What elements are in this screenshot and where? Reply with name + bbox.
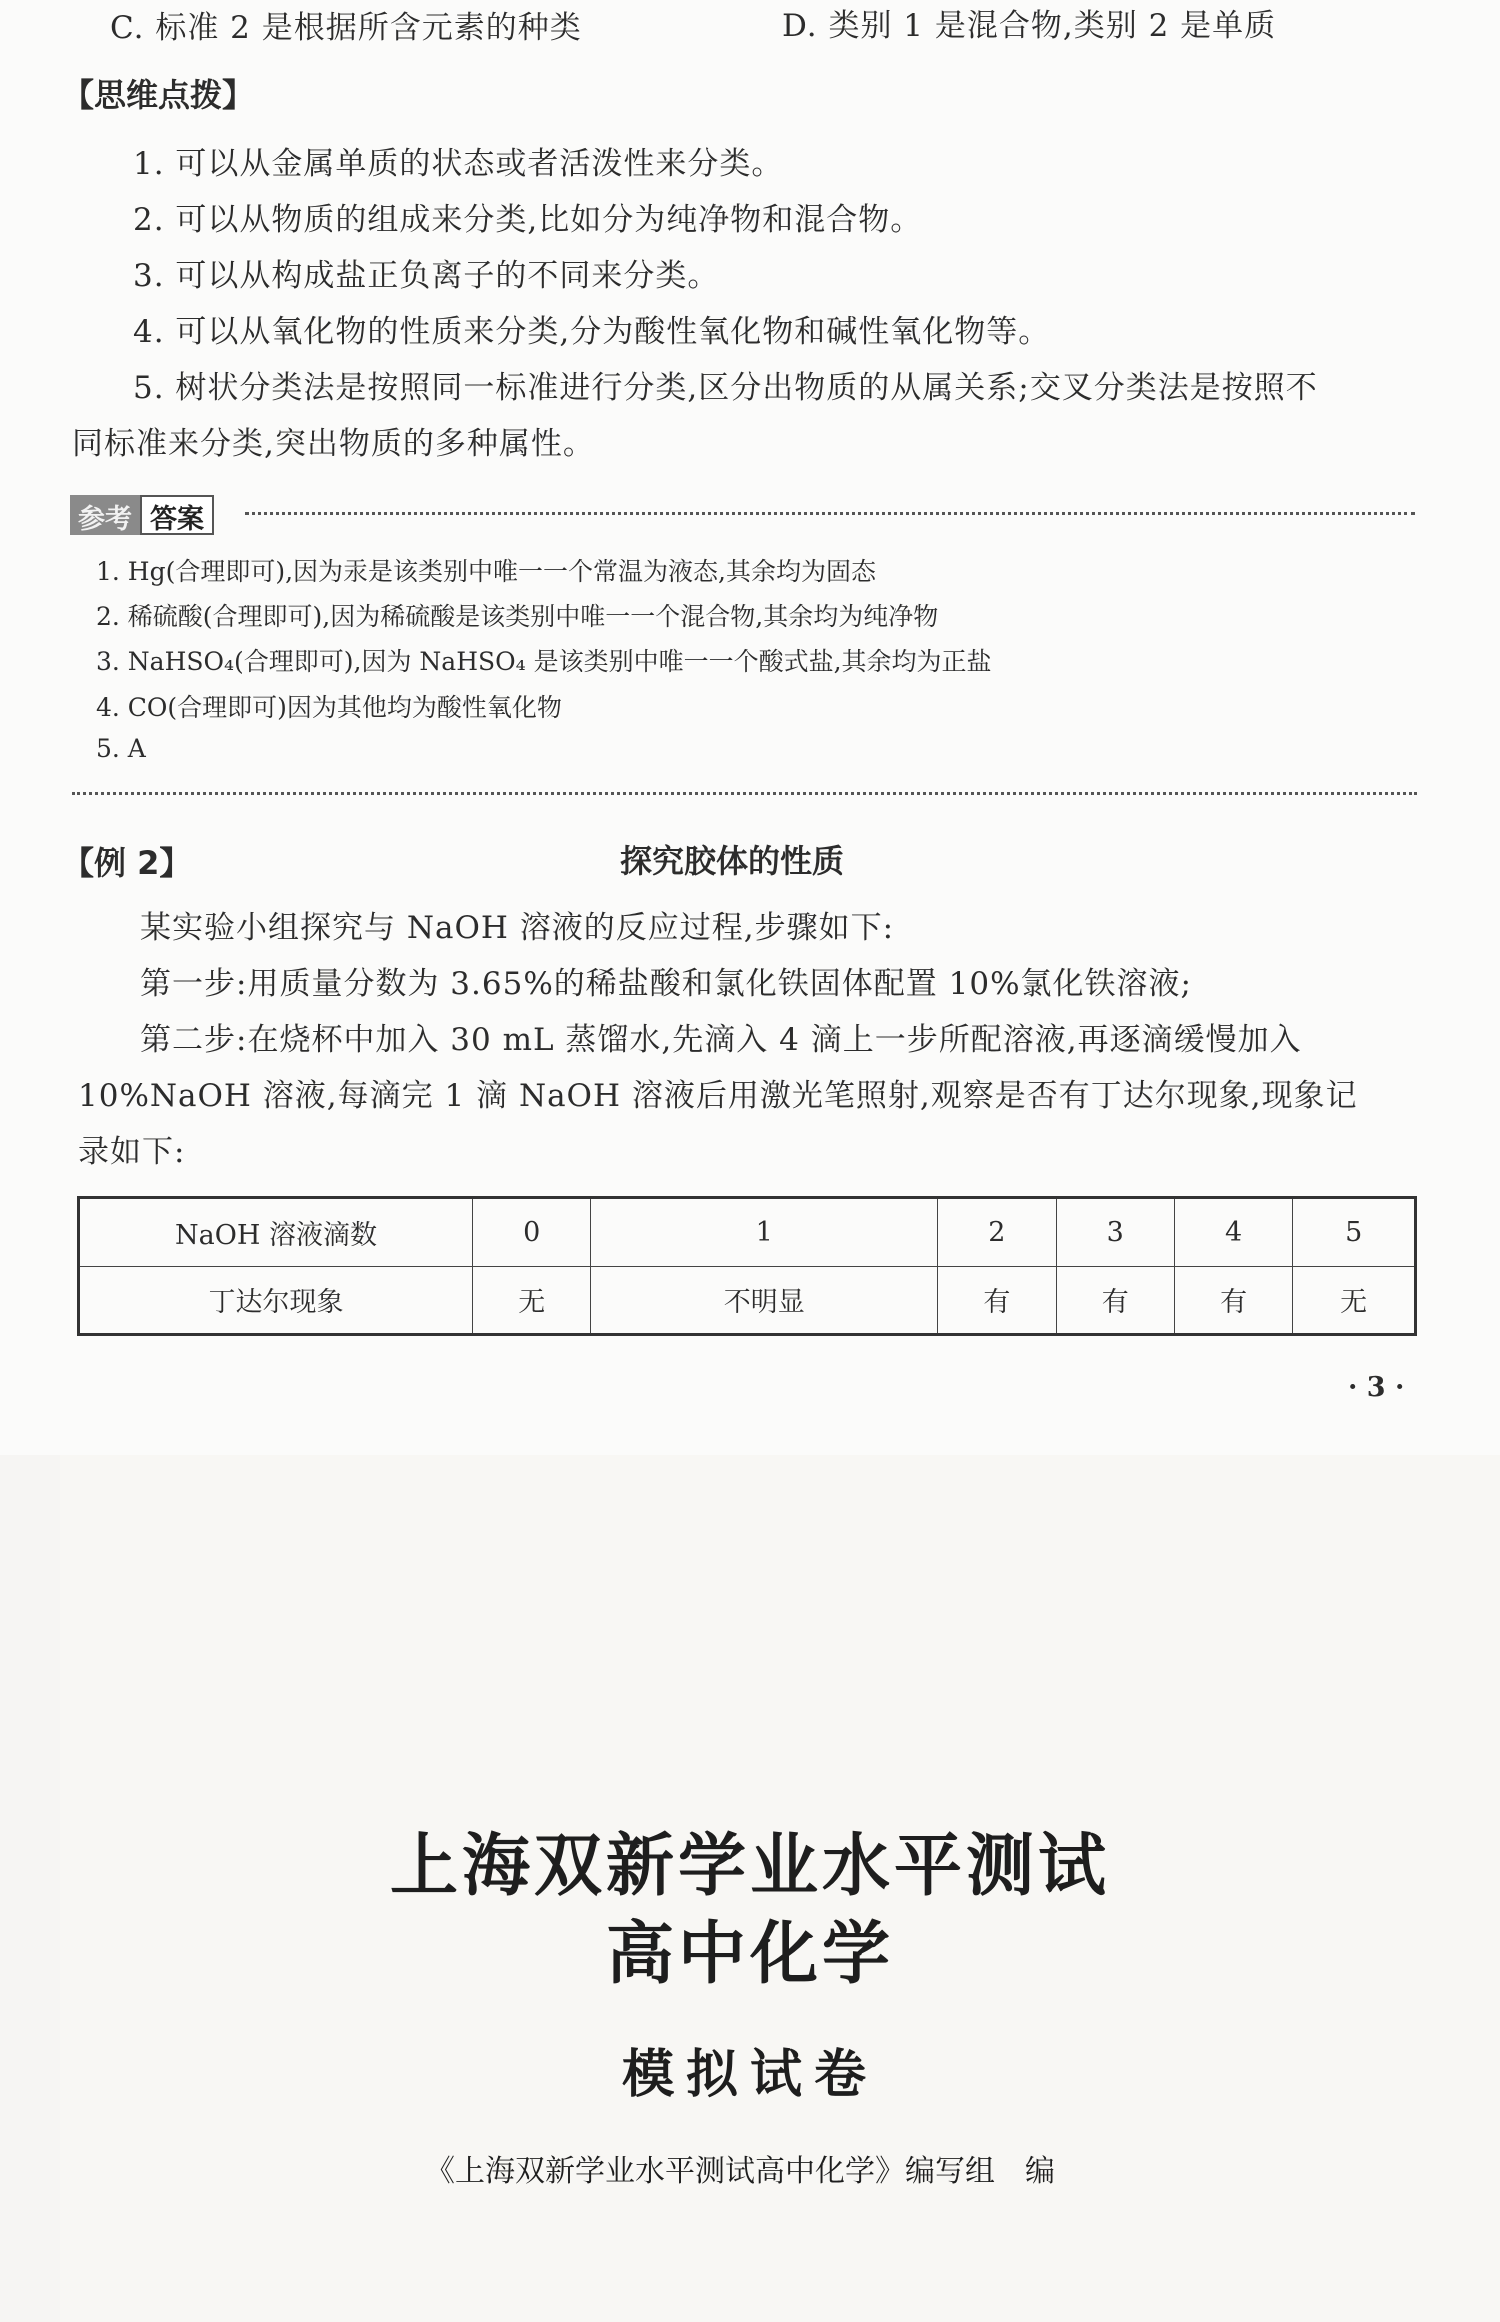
table-cell: 1 <box>591 1198 938 1267</box>
hint-item: 3. 可以从构成盐正负离子的不同来分类。 <box>133 258 720 294</box>
table-cell: 不明显 <box>591 1266 938 1335</box>
example-line: 10%NaOH 溶液,每滴完 1 滴 NaOH 溶液后用激光笔照射,观察是否有丁达尔现象,现象记 <box>78 1078 1358 1114</box>
cover-title-line1: 上海双新学业水平测试 <box>389 1827 1110 1906</box>
hint-item: 1. 可以从金属单质的状态或者活泼性来分类。 <box>133 146 784 182</box>
badge-reference: 参考 <box>70 495 140 535</box>
option-d: D. 类别 1 是混合物,类别 2 是单质 <box>782 8 1277 44</box>
example-line: 第一步:用质量分数为 3.65%的稀盐酸和氯化铁固体配置 10%氯化铁溶液; <box>140 966 1192 1002</box>
table-cell: 2 <box>938 1198 1056 1267</box>
answer-item: 1. Hg(合理即可),因为汞是该类别中唯一一个常温为液态,其余均为固态 <box>96 557 877 586</box>
answer-item: 3. NaHSO₄(合理即可),因为 NaHSO₄ 是该类别中唯一一个酸式盐,其余均为正盐 <box>96 647 992 676</box>
tyndall-table <box>77 1196 1417 1336</box>
hint-item: 2. 可以从物质的组成来分类,比如分为纯净物和混合物。 <box>133 202 923 238</box>
table-cell: 无 <box>473 1266 591 1335</box>
cover-subtitle: 模拟试卷 <box>621 2044 878 2105</box>
hint-item: 5. 树状分类法是按照同一标准进行分类,区分出物质的从属关系;交叉分类法是按照不 <box>133 370 1318 406</box>
answer-item: 5. A <box>96 734 146 763</box>
hint-item: 同标准来分类,突出物质的多种属性。 <box>72 426 595 462</box>
cover-editor: 《上海双新学业水平测试高中化学》编写组 编 <box>425 2154 1055 2189</box>
table-cell: 3 <box>1056 1198 1174 1267</box>
table-row <box>79 1198 1416 1267</box>
table-cell: 有 <box>1174 1266 1292 1335</box>
answer-item: 4. CO(合理即可)因为其他均为酸性氧化物 <box>96 693 562 722</box>
example-label: 【例 2】 <box>62 844 192 882</box>
example-line: 第二步:在烧杯中加入 30 mL 蒸馏水,先滴入 4 滴上一步所配溶液,再逐滴缓慢加入 <box>140 1022 1302 1058</box>
dotted-divider <box>72 792 1417 795</box>
answer-item: 2. 稀硫酸(合理即可),因为稀硫酸是该类别中唯一一个混合物,其余均为纯净物 <box>96 602 939 631</box>
example-line: 某实验小组探究与 NaOH 溶液的反应过程,步骤如下: <box>140 910 895 946</box>
hint-heading: 【思维点拨】 <box>62 76 255 114</box>
table-row-header: NaOH 溶液滴数 <box>79 1198 473 1267</box>
table-row <box>79 1266 1416 1335</box>
table-cell: 无 <box>1293 1266 1416 1335</box>
table-cell: 0 <box>473 1198 591 1267</box>
reference-answer-badge <box>70 495 214 535</box>
hint-item: 4. 可以从氧化物的性质来分类,分为酸性氧化物和碱性氧化物等。 <box>133 314 1051 350</box>
example-line: 录如下: <box>78 1134 186 1170</box>
page-number: · 3 · <box>1348 1372 1405 1403</box>
cover-title-line2: 高中化学 <box>605 1915 894 1994</box>
badge-answer: 答案 <box>140 495 214 535</box>
example-title: 探究胶体的性质 <box>620 842 845 880</box>
table-cell: 有 <box>1056 1266 1174 1335</box>
dotted-divider <box>245 512 1415 515</box>
table-row-header: 丁达尔现象 <box>79 1266 473 1335</box>
table-cell: 有 <box>938 1266 1056 1335</box>
table-cell: 4 <box>1174 1198 1292 1267</box>
table-cell: 5 <box>1293 1198 1416 1267</box>
option-c: C. 标准 2 是根据所含元素的种类 <box>110 10 582 46</box>
